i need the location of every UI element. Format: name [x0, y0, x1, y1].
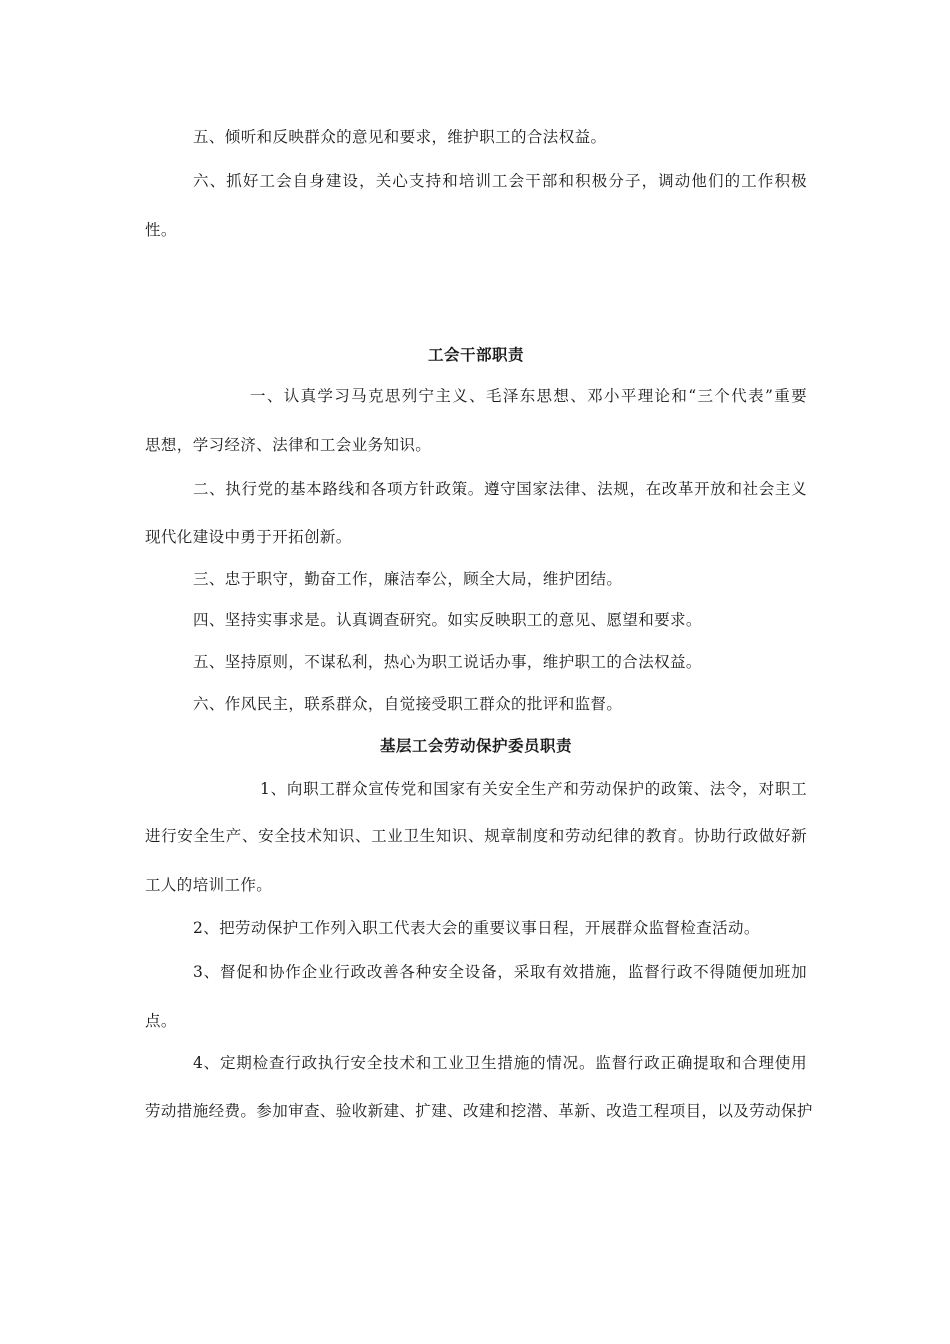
section-heading: 工会干部职责	[427, 346, 524, 364]
paragraph-line: 一、认真学习马克思列宁主义、毛泽东思想、邓小平理论和“三个代表”重要	[250, 387, 807, 405]
paragraph-line: 1、向职工群众宣传党和国家有关安全生产和劳动保护的政策、法令，对职工	[260, 780, 807, 798]
paragraph-line: 劳动措施经费。参加审查、验收新建、扩建、改建和挖潜、革新、改造工程项目，以及劳动保护	[145, 1102, 813, 1120]
paragraph-line: 性。	[145, 221, 177, 239]
paragraph-line: 六、抓好工会自身建设，关心支持和培训工会干部和积极分子，调动他们的工作积极	[193, 172, 807, 190]
paragraph-line: 进行安全生产、安全技术知识、工业卫生知识、规章制度和劳动纪律的教育。协助行政做好新	[145, 827, 807, 845]
paragraph-line: 五、坚持原则，不谋私利，热心为职工说话办事，维护职工的合法权益。	[193, 653, 702, 671]
paragraph-line: 点。	[145, 1012, 177, 1030]
paragraph-line: 三、忠于职守，勤奋工作，廉洁奉公，顾全大局，维护团结。	[193, 570, 623, 588]
paragraph-line: 4、定期检查行政执行安全技术和工业卫生措施的情况。监督行政正确提取和合理使用	[193, 1054, 807, 1072]
section-heading: 基层工会劳动保护委员职责	[379, 737, 572, 755]
paragraph-line: 六、作风民主，联系群众，自觉接受职工群众的批评和监督。	[193, 695, 623, 713]
paragraph-line: 二、执行党的基本路线和各项方针政策。遵守国家法律、法规，在改革开放和社会主义	[193, 480, 807, 498]
paragraph-line: 2、把劳动保护工作列入职工代表大会的重要议事日程，开展群众监督检查活动。	[193, 919, 760, 937]
paragraph-line: 四、坚持实事求是。认真调查研究。如实反映职工的意见、愿望和要求。	[193, 611, 702, 629]
paragraph-line: 五、倾听和反映群众的意见和要求，维护职工的合法权益。	[193, 128, 607, 146]
paragraph-line: 思想，学习经济、法律和工会业务知识。	[145, 436, 432, 454]
paragraph-line: 现代化建设中勇于开拓创新。	[145, 528, 352, 546]
paragraph-line: 3、督促和协作企业行政改善各种安全设备，采取有效措施，监督行政不得随便加班加	[193, 963, 807, 981]
paragraph-line: 工人的培训工作。	[145, 876, 273, 894]
